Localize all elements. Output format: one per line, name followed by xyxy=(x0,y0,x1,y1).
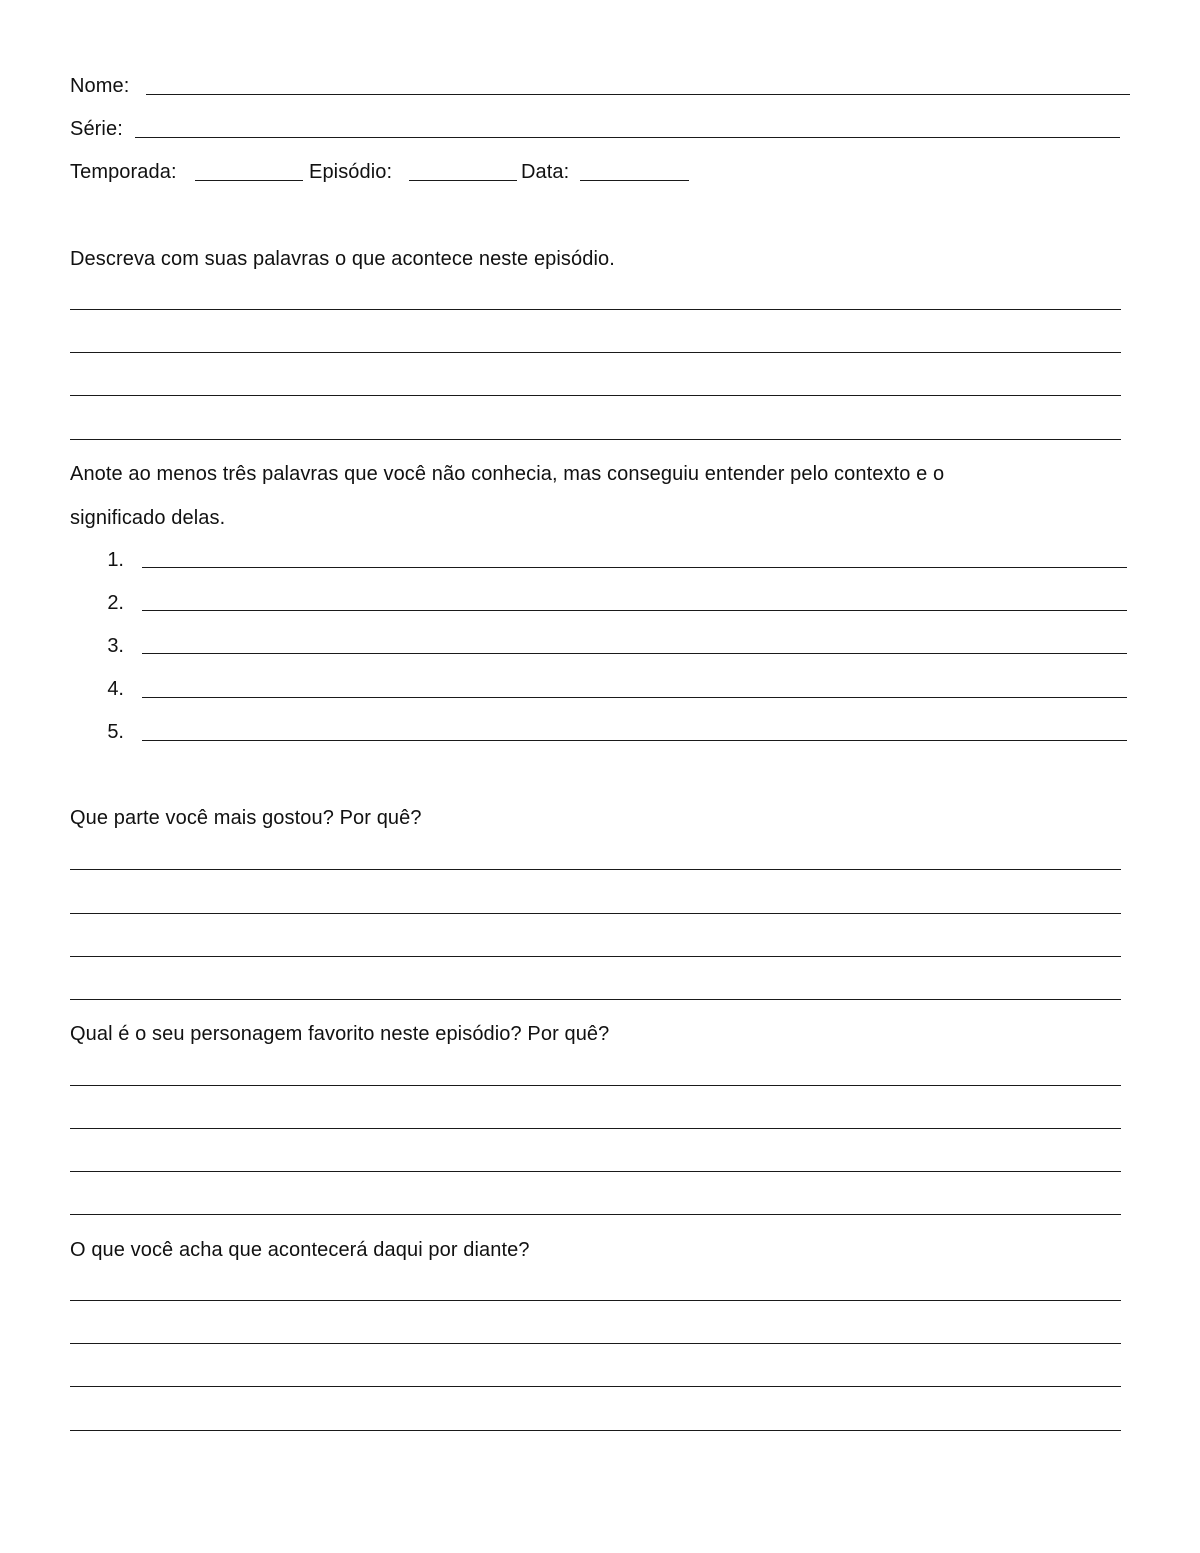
word-answer-line[interactable] xyxy=(142,740,1127,741)
question-prediction: O que você acha que acontecerá daqui por diante? xyxy=(70,1239,530,1261)
answer-line[interactable] xyxy=(70,1386,1121,1387)
answer-line[interactable] xyxy=(70,439,1121,440)
answer-line[interactable] xyxy=(70,395,1121,396)
series-field[interactable] xyxy=(135,137,1120,138)
question-favorite-part: Que parte você mais gostou? Por quê? xyxy=(70,807,422,829)
list-number: 4. xyxy=(107,678,124,700)
word-answer-line[interactable] xyxy=(142,567,1127,568)
answer-line[interactable] xyxy=(70,869,1121,870)
answer-line[interactable] xyxy=(70,1300,1121,1301)
answer-line[interactable] xyxy=(70,999,1121,1000)
question-vocabulary-continued: significado delas. xyxy=(70,507,226,529)
season-label: Temporada: xyxy=(70,161,177,183)
question-favorite-character: Qual é o seu personagem favorito neste episódio? Por quê? xyxy=(70,1023,610,1045)
list-number: 5. xyxy=(107,721,124,743)
date-label: Data: xyxy=(521,161,570,183)
date-field[interactable] xyxy=(580,180,689,181)
name-label: Nome: xyxy=(70,75,130,97)
answer-line[interactable] xyxy=(70,956,1121,957)
list-number: 3. xyxy=(107,635,124,657)
question-vocabulary: Anote ao menos três palavras que você não conhecia, mas conseguiu entender pelo contexto e o xyxy=(70,463,945,485)
answer-line[interactable] xyxy=(70,1085,1121,1086)
question-describe: Descreva com suas palavras o que acontece neste episódio. xyxy=(70,248,615,270)
answer-line[interactable] xyxy=(70,913,1121,914)
word-answer-line[interactable] xyxy=(142,610,1127,611)
episode-field[interactable] xyxy=(409,180,517,181)
answer-line[interactable] xyxy=(70,1214,1121,1215)
list-number: 2. xyxy=(107,592,124,614)
answer-line[interactable] xyxy=(70,1430,1121,1431)
answer-line[interactable] xyxy=(70,352,1121,353)
word-answer-line[interactable] xyxy=(142,697,1127,698)
name-field[interactable] xyxy=(146,94,1130,95)
answer-line[interactable] xyxy=(70,1343,1121,1344)
answer-line[interactable] xyxy=(70,309,1121,310)
answer-line[interactable] xyxy=(70,1128,1121,1129)
word-answer-line[interactable] xyxy=(142,653,1127,654)
series-label: Série: xyxy=(70,118,123,140)
episode-label: Episódio: xyxy=(309,161,393,183)
season-field[interactable] xyxy=(195,180,303,181)
answer-line[interactable] xyxy=(70,1171,1121,1172)
list-number: 1. xyxy=(107,549,124,571)
